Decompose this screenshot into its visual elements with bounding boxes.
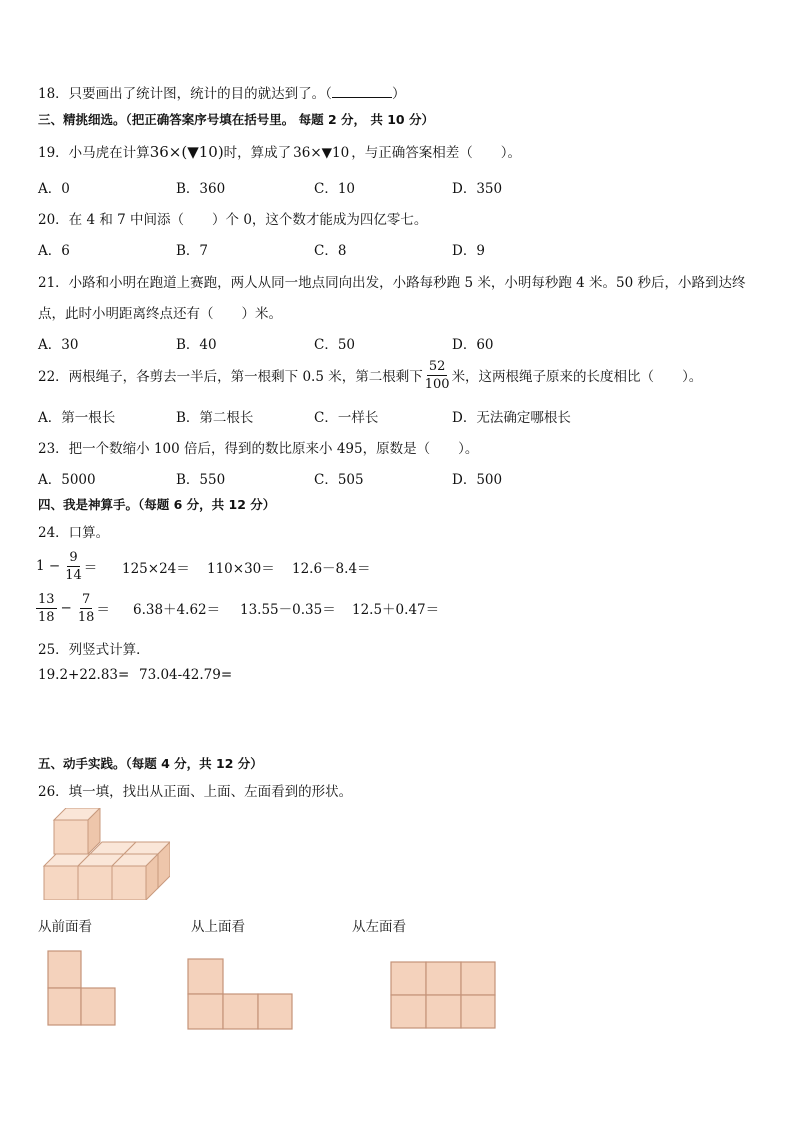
option-a: A．6 [38, 243, 70, 259]
option-d: D．500 [452, 472, 503, 488]
vertical-calc-item: 73.04-42.79= [139, 667, 233, 683]
option-d: D．60 [452, 337, 494, 353]
mental-math-item: 13.55－0.35＝ [240, 602, 336, 618]
section-5-title: 五、动手实践。（每题 4 分，共 12 分） [38, 756, 263, 771]
section-3-title: 三、精挑细选。（把正确答案序号填在括号里。 每题 2 分， 共 10 分） [38, 112, 434, 127]
question-19-text-c: ，与正确答案相差（ [351, 145, 473, 161]
option-a: A．第一根长 [38, 410, 116, 426]
question-22-text-b: 米，这两根绳子原来的长度相比（ [451, 369, 655, 385]
fraction-numerator: 13 [38, 591, 55, 607]
top-view-label: 从上面看 [191, 919, 245, 935]
front-view-shape [46, 949, 118, 1029]
option-a: A．0 [38, 181, 70, 197]
option-b: B．7 [176, 243, 209, 259]
question-21-line-1: 21．小路和小明在跑道上赛跑，两人从同一地点同向出发，小路每秒跑 5 米，小明每秒跑 4 米。50 秒后，小路到达终 [38, 275, 746, 291]
top-view-shape [186, 957, 296, 1031]
option-b: B．360 [176, 181, 226, 197]
question-20-text-b: ）个 0，这个数才能成为四亿零七。 [212, 212, 428, 228]
front-view-label: 从前面看 [38, 919, 92, 935]
question-24-title: 24．口算。 [38, 525, 110, 541]
section-4-title: 四、我是神算手。（每题 6 分，共 12 分） [38, 497, 276, 512]
question-20-text: 20．在 4 和 7 中间添（ [38, 212, 185, 228]
question-22-text-a: 22．两根绳子，各剪去一半后，第一根剩下 0.5 米，第二根剩下 [38, 369, 423, 385]
equals-sign: ＝ [83, 560, 98, 576]
mental-math-row-1 [36, 546, 97, 586]
question-23 [38, 437, 478, 457]
question-23-text: 23．把一个数缩小 100 倍后，得到的数比原来小 495，原数是（ [38, 441, 431, 457]
option-d: D．无法确定哪根长 [452, 410, 571, 426]
cube-stack-figure [40, 808, 170, 900]
option-b: B．550 [176, 472, 226, 488]
question-19-text-a: 19．小马虎在计算 [38, 145, 150, 161]
paren-close: ） [391, 86, 406, 102]
left-view-label: 从左面看 [352, 919, 406, 935]
option-a: A．30 [38, 337, 79, 353]
mental-math-item: 12.5＋0.47＝ [352, 602, 440, 618]
question-25-title: 25．列竖式计算． [38, 642, 150, 658]
paren-close: ）。 [500, 145, 521, 161]
mental-math-item: 6.38＋4.62＝ [133, 602, 221, 618]
option-d: D．350 [452, 181, 503, 197]
vertical-calc-item: 19.2+22.83= [38, 667, 130, 683]
paren-close: ）。 [682, 369, 703, 385]
mental-math-item: 12.6－8.4＝ [292, 561, 371, 577]
question-26-title: 26．填一填，找出从正面、上面、左面看到的形状。 [38, 784, 353, 800]
fraction [423, 360, 452, 391]
question-19-text-b: 时，算成了 [223, 145, 292, 161]
option-b: B．40 [176, 337, 217, 353]
answer-blank[interactable] [332, 85, 392, 98]
question-20 [38, 208, 427, 228]
question-19 [38, 141, 521, 161]
question-18 [38, 82, 405, 102]
cube-face-front [54, 820, 88, 854]
option-d: D．9 [452, 243, 485, 259]
paren-close: ）。 [458, 441, 479, 457]
fraction [36, 593, 57, 624]
option-c: C．8 [314, 243, 347, 259]
fraction-numerator: 7 [81, 591, 91, 607]
left-view-shape [389, 960, 499, 1032]
one-minus: 1 − [36, 558, 61, 574]
mental-math-item: 125×24＝ [122, 561, 190, 577]
question-21-text-b: ）米。 [241, 306, 282, 322]
fraction-numerator: 9 [69, 549, 78, 565]
option-c: C．505 [314, 472, 364, 488]
fraction-denominator: 18 [38, 609, 55, 625]
expression-1: 36×(▼10) [149, 143, 224, 161]
mental-math-item: 110×30＝ [207, 561, 275, 577]
expression-2: 36×▼10 [293, 145, 350, 161]
fraction-denominator: 18 [77, 609, 95, 625]
question-18-text: 18．只要画出了统计图，统计的目的就达到了。（ [38, 86, 332, 102]
fraction-denominator: 14 [65, 567, 82, 583]
fraction [63, 551, 84, 582]
minus-sign: − [60, 600, 72, 616]
option-c: C．50 [314, 337, 356, 353]
option-b: B．第二根长 [176, 410, 254, 426]
option-c: C．一样长 [314, 410, 379, 426]
question-21-text: 点，此时小明距离终点还有（ [38, 306, 214, 322]
fraction-denominator: 100 [424, 376, 450, 392]
fraction [76, 593, 97, 624]
mental-math-row-2 [36, 588, 110, 628]
question-21-line-2 [38, 302, 282, 322]
equals-sign: ＝ [96, 602, 110, 618]
option-c: C．10 [314, 181, 356, 197]
option-a: A．5000 [38, 472, 96, 488]
fraction-numerator: 52 [428, 358, 446, 374]
question-22 [38, 355, 702, 395]
